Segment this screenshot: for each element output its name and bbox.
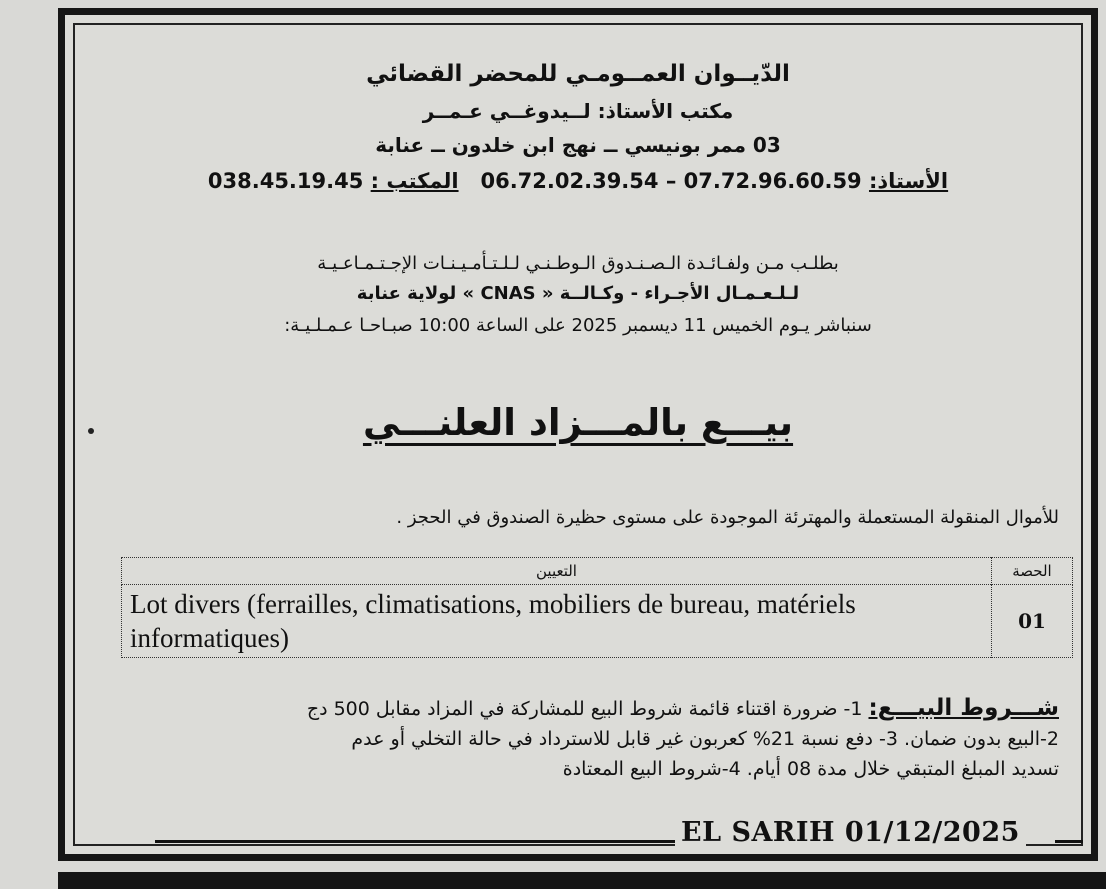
sale-title: بيـــع بالمـــزاد العلنـــي — [362, 401, 794, 444]
bailiff-office: مكتب الأستاذ: لــيدوغــي عـمــر — [422, 99, 734, 123]
address: 03 ممر بونيسي ــ نهج ابن خلدون ــ عنابة — [375, 133, 781, 157]
sale-terms — [95, 693, 1059, 784]
notice-inner-frame — [73, 23, 1083, 846]
intro-line-1: بطلـب مـن ولفـائـدة الـصـنـدوق الـوطـنـي لـلـتـأمـيـنـات الإجـتـمـاعـيـة — [317, 253, 839, 274]
notice-outer-frame — [58, 8, 1098, 861]
terms-label: شـــروط البيـــع: — [868, 695, 1059, 721]
footer-rule-left — [155, 840, 675, 843]
terms-line-3: تسديد المبلغ المتبقي خلال مدة 08 أيام. 4-شروط البيع المعتادة — [562, 758, 1059, 780]
page-bottom-rule — [58, 872, 1106, 889]
intro-line-3: سنباشر يـوم الخميس 11 ديسمبر 2025 على الساعة 10:00 صبـاحـا عـمـلـيـة: — [284, 315, 872, 336]
lots-table — [121, 557, 1073, 658]
table-row — [122, 585, 1073, 658]
table-header-row — [122, 558, 1073, 585]
terms-line-1: 1- ضرورة اقتناء قائمة شروط البيع للمشاركة في المزاد مقابل 500 دج — [306, 698, 863, 720]
phones: 06.72.02.39.54 – 07.72.96.60.59 — [480, 169, 862, 193]
office-phone: 038.45.19.45 — [207, 169, 364, 193]
lot-number: 01 — [992, 585, 1073, 658]
lot-header: الحصة — [992, 558, 1073, 585]
office-phone-label: المكتب : — [370, 169, 459, 193]
phones-label: الأستاذ: — [868, 169, 949, 193]
office-title: الدّيــوان العمــومـي للمحضر القضائي — [366, 61, 790, 87]
publication-stamp: EL SARIH 01/12/2025 — [675, 817, 1026, 848]
description: للأموال المنقولة المستعملة والمهترئة الموجودة على مستوى حظيرة الصندوق في الحجز . — [396, 507, 1059, 528]
terms-line-2: 2-البيع بدون ضمان. 3- دفع نسبة 21% كعربون غير قابل للاسترداد في حالة التخلي أو عدم — [351, 728, 1059, 750]
contact-line — [75, 169, 1081, 193]
footer-rule-right — [1055, 840, 1083, 843]
ink-speck — [88, 428, 94, 434]
lot-designation: Lot divers (ferrailles, climatisations, mobiliers de bureau, matériels informatiques) — [122, 585, 992, 658]
intro-line-2: لـلـعـمـال الأجـراء - وكـالــة « CNAS » لولاية عنابة — [356, 283, 800, 304]
designation-header: التعيين — [122, 558, 992, 585]
